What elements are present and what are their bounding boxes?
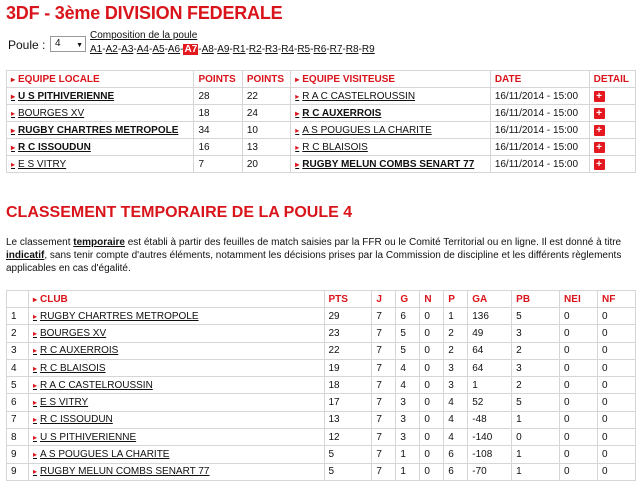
ranking-value: 3 — [444, 359, 468, 376]
ranking-value: 0 — [560, 463, 598, 480]
ranking-value: -70 — [468, 463, 512, 480]
ranking-row — [7, 325, 636, 342]
ranking-value: 0 — [560, 342, 598, 359]
detail-cell — [589, 122, 635, 139]
ranking-value: 0 — [560, 429, 598, 446]
away-team[interactable]: ▸ RUGBY MELUN COMBS SENART 77 — [291, 156, 491, 173]
ranking-value: 0 — [597, 429, 635, 446]
ranking-header: PB — [512, 291, 560, 308]
arrow-icon: ▸ — [11, 125, 16, 135]
ranking-value: 2 — [444, 342, 468, 359]
ranking-value: 0 — [420, 377, 444, 394]
rank-position: 4 — [7, 359, 29, 376]
ranking-value: 3 — [512, 325, 560, 342]
ranking-value: 4 — [444, 394, 468, 411]
ranking-value: 0 — [597, 325, 635, 342]
ranking-row — [7, 446, 636, 463]
ranking-value: -140 — [468, 429, 512, 446]
arrow-icon: ▸ — [32, 294, 37, 304]
arrow-icon: ▸ — [295, 142, 300, 152]
ranking-value: 0 — [597, 308, 635, 325]
home-team[interactable]: ▸ RUGBY CHARTRES METROPOLE — [7, 122, 194, 139]
arrow-icon: ▸ — [295, 91, 300, 101]
indicatif-link[interactable]: indicatif — [6, 250, 45, 261]
ranking-value: 5 — [396, 342, 420, 359]
ranking-value: 49 — [468, 325, 512, 342]
ranking-value: 29 — [324, 308, 372, 325]
ranking-value: 12 — [324, 429, 372, 446]
ranking-value: 1 — [444, 308, 468, 325]
arrow-icon: ▸ — [11, 91, 16, 101]
ranking-table — [6, 290, 636, 481]
arrow-icon: ▸ — [32, 450, 37, 460]
match-row — [7, 156, 636, 173]
arrow-icon: ▸ — [32, 398, 37, 408]
home-points: 7 — [194, 156, 242, 173]
composition-links: A1-A2-A3-A4-A5-A6-A7-A8-A9-R1-R2-R3-R4-R5-R6-R7-R8-R9 — [90, 44, 375, 55]
composition-link-a8[interactable]: A8 — [201, 44, 214, 55]
ranking-value: 7 — [372, 411, 396, 428]
matches-header: POINTS — [242, 71, 290, 88]
ranking-value: -108 — [468, 446, 512, 463]
ranking-value: 7 — [372, 342, 396, 359]
arrow-icon: ▸ — [32, 311, 37, 321]
ranking-value: 7 — [372, 325, 396, 342]
matches-header: DATE — [490, 71, 589, 88]
ranking-value: 3 — [444, 377, 468, 394]
composition-link-a1[interactable]: A1 — [90, 44, 103, 55]
match-date: 16/11/2014 - 15:00 — [490, 156, 589, 173]
rank-position: 6 — [7, 394, 29, 411]
rank-position: 3 — [7, 342, 29, 359]
ranking-row — [7, 394, 636, 411]
ranking-value: 0 — [597, 342, 635, 359]
arrow-icon: ▸ — [11, 159, 16, 169]
away-team[interactable]: ▸ R A C CASTELROUSSIN — [291, 88, 491, 105]
ranking-value: 0 — [420, 359, 444, 376]
ranking-value: 0 — [420, 429, 444, 446]
plus-icon[interactable]: + — [594, 108, 605, 119]
composition-link-r4[interactable]: R4 — [281, 44, 294, 55]
home-team[interactable]: ▸ BOURGES XV — [7, 105, 194, 122]
ranking-value: 7 — [372, 359, 396, 376]
ranking-row — [7, 429, 636, 446]
ranking-row — [7, 308, 636, 325]
ranking-value: 22 — [324, 342, 372, 359]
ranking-value: 2 — [512, 342, 560, 359]
rank-position: 2 — [7, 325, 29, 342]
ranking-value: 18 — [324, 377, 372, 394]
ranking-value: 52 — [468, 394, 512, 411]
ranking-value: 1 — [396, 463, 420, 480]
ranking-value: 0 — [420, 325, 444, 342]
ranking-header: J — [372, 291, 396, 308]
ranking-row — [7, 377, 636, 394]
match-date: 16/11/2014 - 15:00 — [490, 88, 589, 105]
arrow-icon: ▸ — [32, 467, 37, 477]
away-points: 22 — [242, 88, 290, 105]
ranking-value: 7 — [372, 308, 396, 325]
club-link[interactable]: ▸ A S POUGUES LA CHARITE — [28, 446, 324, 463]
arrow-icon: ▸ — [32, 346, 37, 356]
matches-table — [6, 70, 636, 173]
detail-cell — [589, 156, 635, 173]
poule-label: Poule : — [8, 38, 46, 52]
ranking-row — [7, 342, 636, 359]
composition-label: Composition de la poule — [90, 30, 198, 41]
temporaire-link[interactable]: temporaire — [73, 237, 125, 248]
ranking-value: 0 — [597, 463, 635, 480]
ranking-value: 1 — [512, 463, 560, 480]
club-link[interactable]: ▸ R C ISSOUDUN — [28, 411, 324, 428]
ranking-value: 0 — [560, 308, 598, 325]
ranking-value: 0 — [597, 411, 635, 428]
away-points: 13 — [242, 139, 290, 156]
home-team[interactable]: ▸ U S PITHIVERIENNE — [7, 88, 194, 105]
ranking-value: 64 — [468, 359, 512, 376]
composition-link-a3[interactable]: A3 — [121, 44, 134, 55]
away-points: 20 — [242, 156, 290, 173]
ranking-value: 5 — [324, 463, 372, 480]
composition-link-a2[interactable]: A2 — [105, 44, 118, 55]
ranking-header: PTS — [324, 291, 372, 308]
match-row — [7, 139, 636, 156]
arrow-icon: ▸ — [32, 432, 37, 442]
ranking-value: 0 — [420, 446, 444, 463]
ranking-header — [7, 291, 29, 308]
arrow-icon: ▸ — [11, 74, 16, 84]
ranking-value: 0 — [597, 394, 635, 411]
ranking-value: 7 — [372, 429, 396, 446]
composition-link-r5[interactable]: R5 — [297, 44, 311, 55]
ranking-value: 3 — [396, 394, 420, 411]
matches-header: DETAIL — [589, 71, 635, 88]
ranking-header: NEI — [560, 291, 598, 308]
rank-position: 8 — [7, 429, 29, 446]
ranking-value: 0 — [560, 411, 598, 428]
ranking-row — [7, 359, 636, 376]
ranking-header: N — [420, 291, 444, 308]
ranking-value: 6 — [444, 463, 468, 480]
ranking-value: 6 — [396, 308, 420, 325]
arrow-icon: ▸ — [295, 159, 300, 169]
ranking-value: 0 — [420, 411, 444, 428]
rank-position: 1 — [7, 308, 29, 325]
plus-icon[interactable]: + — [594, 159, 605, 170]
ranking-value: 0 — [560, 394, 598, 411]
club-link[interactable]: ▸ RUGBY CHARTRES METROPOLE — [28, 308, 324, 325]
ranking-value: 0 — [597, 446, 635, 463]
ranking-value: 0 — [420, 342, 444, 359]
detail-cell — [589, 105, 635, 122]
ranking-value: 0 — [560, 359, 598, 376]
ranking-row — [7, 463, 636, 480]
away-points: 24 — [242, 105, 290, 122]
away-team[interactable]: ▸ A S POUGUES LA CHARITE — [291, 122, 491, 139]
ranking-value: 7 — [372, 446, 396, 463]
composition-link-r6[interactable]: R6 — [313, 44, 327, 55]
club-link[interactable]: ▸ R A C CASTELROUSSIN — [28, 377, 324, 394]
ranking-value: -48 — [468, 411, 512, 428]
ranking-row — [7, 411, 636, 428]
ranking-header: G — [396, 291, 420, 308]
ranking-value: 136 — [468, 308, 512, 325]
ranking-value: 17 — [324, 394, 372, 411]
plus-icon[interactable]: + — [594, 125, 605, 136]
chevron-down-icon: ▼ — [76, 42, 83, 49]
ranking-value: 5 — [396, 325, 420, 342]
club-link[interactable]: ▸ R C AUXERROIS — [28, 342, 324, 359]
ranking-value: 0 — [560, 377, 598, 394]
club-link[interactable]: ▸ U S PITHIVERIENNE — [28, 429, 324, 446]
ranking-value: 5 — [512, 394, 560, 411]
ranking-header: NF — [597, 291, 635, 308]
composition-link-a5[interactable]: A5 — [152, 44, 165, 55]
matches-header: POINTS — [194, 71, 242, 88]
rank-position: 9 — [7, 463, 29, 480]
plus-icon[interactable]: + — [594, 142, 605, 153]
composition-link-r8[interactable]: R8 — [345, 44, 359, 55]
ranking-value: 3 — [396, 429, 420, 446]
composition-link-r9[interactable]: R9 — [361, 44, 375, 55]
plus-icon[interactable]: + — [594, 91, 605, 102]
ranking-value: 5 — [324, 446, 372, 463]
match-row — [7, 122, 636, 139]
club-link[interactable]: ▸ RUGBY MELUN COMBS SENART 77 — [28, 463, 324, 480]
detail-cell — [589, 88, 635, 105]
composition-link-r7[interactable]: R7 — [329, 44, 343, 55]
match-row — [7, 88, 636, 105]
home-points: 34 — [194, 122, 242, 139]
composition-link-a9[interactable]: A9 — [217, 44, 230, 55]
ranking-value: 23 — [324, 325, 372, 342]
arrow-icon: ▸ — [295, 108, 300, 118]
detail-cell — [589, 139, 635, 156]
composition-link-a4[interactable]: A4 — [136, 44, 149, 55]
arrow-icon: ▸ — [295, 125, 300, 135]
arrow-icon: ▸ — [11, 142, 16, 152]
poule-select-value: 4 — [55, 38, 61, 49]
ranking-value: 3 — [512, 359, 560, 376]
ranking-value: 1 — [512, 411, 560, 428]
ranking-value: 0 — [560, 446, 598, 463]
home-team[interactable]: ▸ R C ISSOUDUN — [7, 139, 194, 156]
club-link[interactable]: ▸ E S VITRY — [28, 394, 324, 411]
composition-link-r2[interactable]: R2 — [248, 44, 262, 55]
away-team[interactable]: ▸ R C BLAISOIS — [291, 139, 491, 156]
ranking-value: 0 — [560, 325, 598, 342]
ranking-value: 0 — [420, 394, 444, 411]
arrow-icon: ▸ — [32, 415, 37, 425]
ranking-value: 2 — [444, 325, 468, 342]
poule-select[interactable] — [50, 36, 86, 52]
ranking-value: 0 — [597, 377, 635, 394]
ranking-value: 5 — [512, 308, 560, 325]
match-date: 16/11/2014 - 15:00 — [490, 105, 589, 122]
arrow-icon: ▸ — [32, 328, 37, 338]
ranking-value: 0 — [420, 463, 444, 480]
ranking-header: GA — [468, 291, 512, 308]
ranking-value: 13 — [324, 411, 372, 428]
composition-link-a7[interactable]: A7 — [184, 44, 198, 55]
ranking-value: 6 — [444, 446, 468, 463]
home-points: 28 — [194, 88, 242, 105]
ranking-value: 0 — [420, 308, 444, 325]
ranking-value: 1 — [468, 377, 512, 394]
composition-link-a6[interactable]: A6 — [167, 44, 181, 55]
arrow-icon: ▸ — [295, 74, 300, 84]
ranking-header: ▸ CLUB — [28, 291, 324, 308]
arrow-icon: ▸ — [32, 380, 37, 390]
matches-header: ▸ EQUIPE LOCALE — [7, 71, 194, 88]
ranking-value: 2 — [512, 377, 560, 394]
ranking-value: 4 — [396, 377, 420, 394]
ranking-value: 4 — [444, 429, 468, 446]
home-points: 16 — [194, 139, 242, 156]
ranking-value: 19 — [324, 359, 372, 376]
rank-position: 9 — [7, 446, 29, 463]
composition-link-r3[interactable]: R3 — [265, 44, 278, 55]
ranking-info: Le classement temporaire est établi à partir des feuilles de match saisies par la FFR ou le Comité Territorial ou en ligne. Il est donné à titre indicatif, sans tenir compte d'autres éléments, notamment les décisions prises par la Commission de discipline et les différents règlements applicables en cas d'égalité. — [6, 237, 622, 274]
ranking-title: CLASSEMENT TEMPORAIRE DE LA POULE 4 — [6, 204, 353, 221]
ranking-value: 1 — [396, 446, 420, 463]
page-title: 3DF - 3ème DIVISION FEDERALE — [6, 3, 283, 23]
ranking-value: 7 — [372, 394, 396, 411]
match-date: 16/11/2014 - 15:00 — [490, 139, 589, 156]
ranking-value: 4 — [444, 411, 468, 428]
ranking-value: 7 — [372, 377, 396, 394]
ranking-value: 1 — [512, 446, 560, 463]
ranking-header: P — [444, 291, 468, 308]
ranking-value: 7 — [372, 463, 396, 480]
rank-position: 7 — [7, 411, 29, 428]
ranking-value: 3 — [396, 411, 420, 428]
club-link[interactable]: ▸ BOURGES XV — [28, 325, 324, 342]
match-date: 16/11/2014 - 15:00 — [490, 122, 589, 139]
away-team[interactable]: ▸ R C AUXERROIS — [291, 105, 491, 122]
away-points: 10 — [242, 122, 290, 139]
ranking-value: 0 — [512, 429, 560, 446]
match-row — [7, 105, 636, 122]
arrow-icon: ▸ — [11, 108, 16, 118]
ranking-value: 0 — [597, 359, 635, 376]
club-link[interactable]: ▸ R C BLAISOIS — [28, 359, 324, 376]
arrow-icon: ▸ — [32, 363, 37, 373]
home-points: 18 — [194, 105, 242, 122]
home-team[interactable]: ▸ E S VITRY — [7, 156, 194, 173]
rank-position: 5 — [7, 377, 29, 394]
ranking-value: 64 — [468, 342, 512, 359]
ranking-value: 4 — [396, 359, 420, 376]
composition-link-r1[interactable]: R1 — [232, 44, 246, 55]
matches-header: ▸ EQUIPE VISITEUSE — [291, 71, 491, 88]
